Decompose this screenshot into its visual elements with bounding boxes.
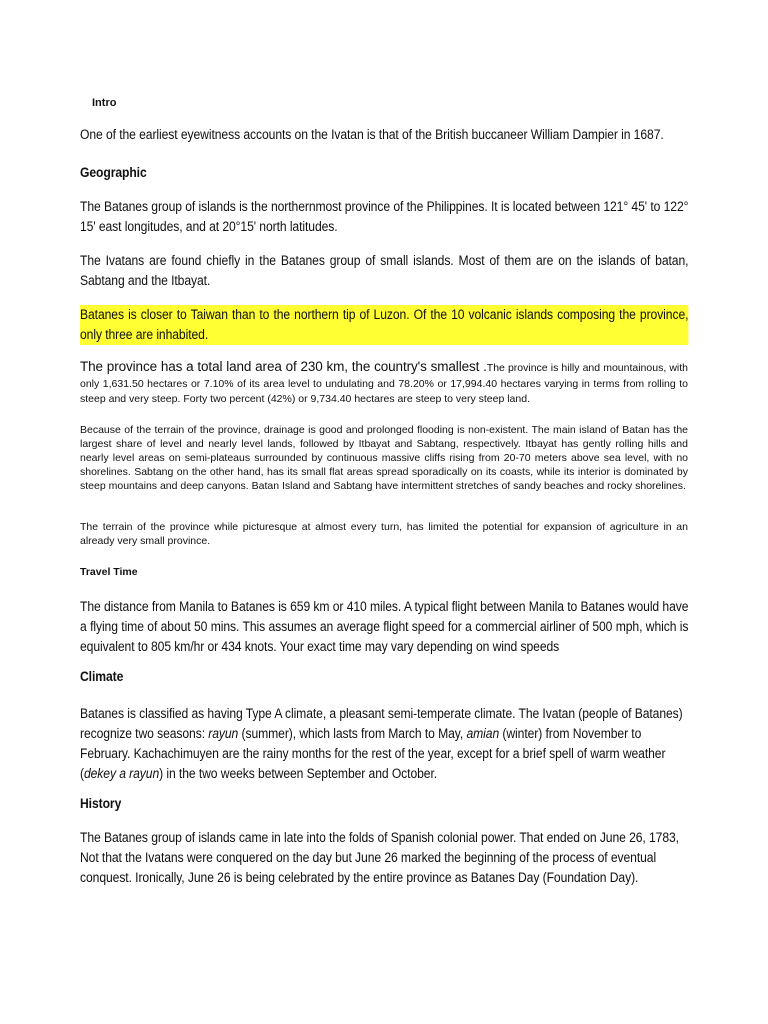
history-paragraph: The Batanes group of islands came in late into the folds of Spanish colonial power. That ended on June 26, 1783, Not that the Ivatans were conquered on the day but June 26 marked the beginning of the process of eventual conquest. Ironically, June 26 is being celebrated by the entire province as Batanes Day (Foundation Day). xyxy=(80,830,679,885)
term-dekey-a-rayun: dekey a rayun xyxy=(83,766,160,781)
climate-text-1: Batanes is classified as having Type A climate, a pleasant semi-temperate climate. The Ivatan (people of Batanes) recognize two seasons: xyxy=(80,706,683,741)
history-heading: History xyxy=(80,796,122,811)
climate-text-4: ) in the two weeks between September and October. xyxy=(159,766,438,781)
highlighted-paragraph: Batanes is closer to Taiwan than to the northern tip of Luzon. Of the 10 volcanic islands composing the province, only three are inhabited. xyxy=(80,305,688,345)
climate-text-3: (winter) from November to February. Kachachimuyen are the rainy months for the rest of the year, except for a brief spell of warm weather ( xyxy=(80,726,666,781)
travel-time-paragraph: The distance from Manila to Batanes is 659 km or 410 miles. A typical flight between Manila to Batanes would have a flying time of about 50 mins. This assumes an average flight speed for a commercial airliner of 500 mph, which is equivalent to 805 km/hr or 434 knots. Your exact time may vary depending on wind speeds xyxy=(80,599,689,654)
geographic-heading: Geographic xyxy=(80,165,147,180)
climate-heading: Climate xyxy=(80,669,124,684)
travel-time-heading: Travel Time xyxy=(80,566,138,578)
term-amian: amian xyxy=(466,726,500,741)
climate-text-2: (summer), which lasts from March to May, xyxy=(238,726,467,741)
geographic-paragraph-2: The Ivatans are found chiefly in the Batanes group of small islands. Most of them are on the islands of batan, Sabtang and the Itbayat. xyxy=(80,253,689,288)
intro-heading: Intro xyxy=(92,97,117,109)
land-area-paragraph xyxy=(80,357,688,407)
term-rayun: rayun xyxy=(208,726,239,741)
land-area-rest: The province is hilly and mountainous, with only 1,631.50 hectares or 7.10% of its area level to undulating and 78.20% or 17,994.40 hectares varying in terms from rolling to steep and very steep. Forty two percent (42%) or 9,734.40 hectares are steep to very steep land. xyxy=(80,362,688,405)
intro-paragraph: One of the earliest eyewitness accounts on the Ivatan is that of the British buccaneer William Dampier in 1687. xyxy=(80,127,664,142)
terrain-paragraph: Because of the terrain of the province, drainage is good and prolonged flooding is non-existent. The main island of Batan has the largest share of level and nearly level lands, followed by Itbayat and Sabtang, respectively. Itbayat has gently rolling hills and nearly level areas on semi-plateaus surrounded by continuous massive cliffs rising from 20-70 meters above sea level, with no shorelines. Sabtang on the other hand, has its small flat areas spread sporadically on its coasts, while its interior is dominated by steep mountains and deep canyons. Batan Island and Sabtang have intermittent stretches of sandy beaches and rocky shorelines. xyxy=(80,424,688,492)
geographic-paragraph-1: The Batanes group of islands is the northernmost province of the Philippines. It is located between 121° 45' to 122° 15' east longitudes, and at 20°15' north latitudes. xyxy=(80,199,689,234)
agriculture-paragraph: The terrain of the province while picturesque at almost every turn, has limited the potential for expansion of agriculture in an already very small province. xyxy=(80,521,688,547)
climate-paragraph xyxy=(80,704,688,784)
land-area-lead: The province has a total land area of 230 km, the country's smallest . xyxy=(80,359,487,374)
